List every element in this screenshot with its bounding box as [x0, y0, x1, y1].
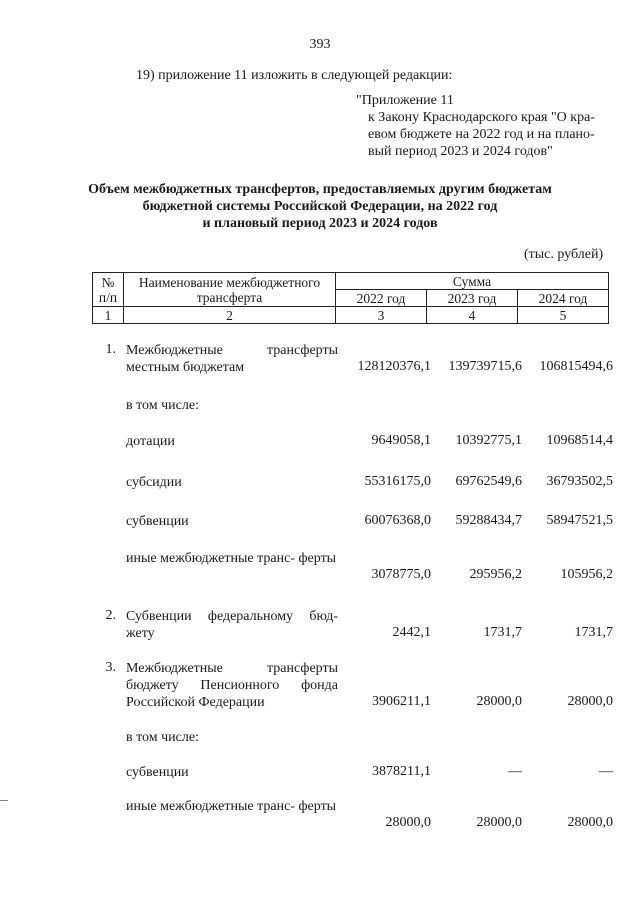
- row-name: субвенции: [126, 514, 189, 529]
- value-2022: 9649058,1: [371, 433, 431, 448]
- scan-artifact: [0, 800, 8, 801]
- column-number: 3: [336, 307, 427, 324]
- row-name: Межбюджетные трансферты бюджету Пенсионного фонда Российской Федерации: [126, 661, 338, 710]
- value-2023: 28000,0: [476, 694, 522, 709]
- value-2023: 1731,7: [483, 625, 522, 640]
- header-name-cell: [124, 273, 336, 307]
- value-2023: 28000,0: [476, 815, 522, 830]
- column-number: 2: [124, 307, 336, 324]
- value-2024: 1731,7: [574, 625, 613, 640]
- value-2023: 139739715,6: [448, 359, 522, 374]
- column-number: 1: [93, 307, 124, 324]
- row-name: в том числе:: [126, 730, 199, 745]
- value-2023: —: [508, 764, 522, 779]
- row-name: Межбюджетные трансферты местным бюджетам: [126, 343, 338, 375]
- value-2022: 128120376,1: [357, 359, 431, 374]
- table-header: [92, 272, 609, 324]
- amendment-instruction: 19) приложение 11 изложить в следующей редакции:: [136, 68, 453, 83]
- row-name: в том числе:: [126, 398, 199, 413]
- value-2024: 105956,2: [560, 567, 613, 582]
- appendix-reference-line: вый период 2023 и 2024 годов": [368, 144, 553, 159]
- value-2024: 36793502,5: [546, 474, 613, 489]
- header-sum: Сумма: [336, 273, 609, 290]
- appendix-heading: "Приложение 11: [356, 93, 454, 108]
- header-name-sub: трансферта: [196, 289, 263, 305]
- row-name: субсидии: [126, 475, 182, 490]
- column-number: 4: [427, 307, 518, 324]
- value-2023: 59288434,7: [455, 513, 522, 528]
- header-year-2022: 2022 год: [336, 290, 427, 307]
- value-2024: —: [599, 764, 613, 779]
- value-2022: 60076368,0: [364, 513, 431, 528]
- row-name: иные межбюджетные транс- ферты: [126, 551, 337, 566]
- header-num: №: [101, 274, 115, 290]
- value-2024: 28000,0: [567, 694, 613, 709]
- row-number: 3.: [105, 660, 116, 675]
- header-name: Наименование межбюджетного: [138, 274, 321, 290]
- value-2024: 28000,0: [567, 815, 613, 830]
- row-name: субвенции: [126, 765, 189, 780]
- row-number: 1.: [105, 342, 116, 357]
- value-2023: 10392775,1: [455, 433, 522, 448]
- value-2022: 3078775,0: [371, 567, 431, 582]
- header-num-cell: [93, 273, 124, 307]
- header-year-2023: 2023 год: [427, 290, 518, 307]
- value-2023: 69762549,6: [455, 474, 522, 489]
- value-2024: 106815494,6: [539, 359, 613, 374]
- document-title: Объем межбюджетных трансфертов, предоставляемых другим бюджетам: [88, 182, 552, 197]
- value-2022: 55316175,0: [364, 474, 431, 489]
- value-2022: 3878211,1: [372, 764, 431, 779]
- row-name: Субвенции федеральному бюд- жету: [126, 609, 338, 641]
- row-number: 2.: [105, 608, 116, 623]
- value-2024: 58947521,5: [546, 513, 613, 528]
- page-number: 393: [309, 37, 331, 52]
- column-number: 5: [518, 307, 609, 324]
- appendix-reference-line: евом бюджете на 2022 год и на плано-: [368, 127, 595, 142]
- appendix-reference-line: к Закону Краснодарского края "О кра-: [368, 110, 595, 125]
- header-year-2024: 2024 год: [518, 290, 609, 307]
- row-name: иные межбюджетные транс- ферты: [126, 799, 337, 814]
- document-title: бюджетной системы Российской Федерации, на 2022 год: [142, 199, 498, 214]
- value-2023: 295956,2: [469, 567, 522, 582]
- header-num-sub: п/п: [98, 289, 118, 305]
- document-title: и плановый период 2023 и 2024 годов: [202, 216, 438, 231]
- value-2022: 3906211,1: [372, 694, 431, 709]
- row-name: дотации: [126, 434, 175, 449]
- units-label: (тыс. рублей): [524, 247, 604, 262]
- value-2024: 10968514,4: [546, 433, 613, 448]
- value-2022: 28000,0: [385, 815, 431, 830]
- value-2022: 2442,1: [392, 625, 431, 640]
